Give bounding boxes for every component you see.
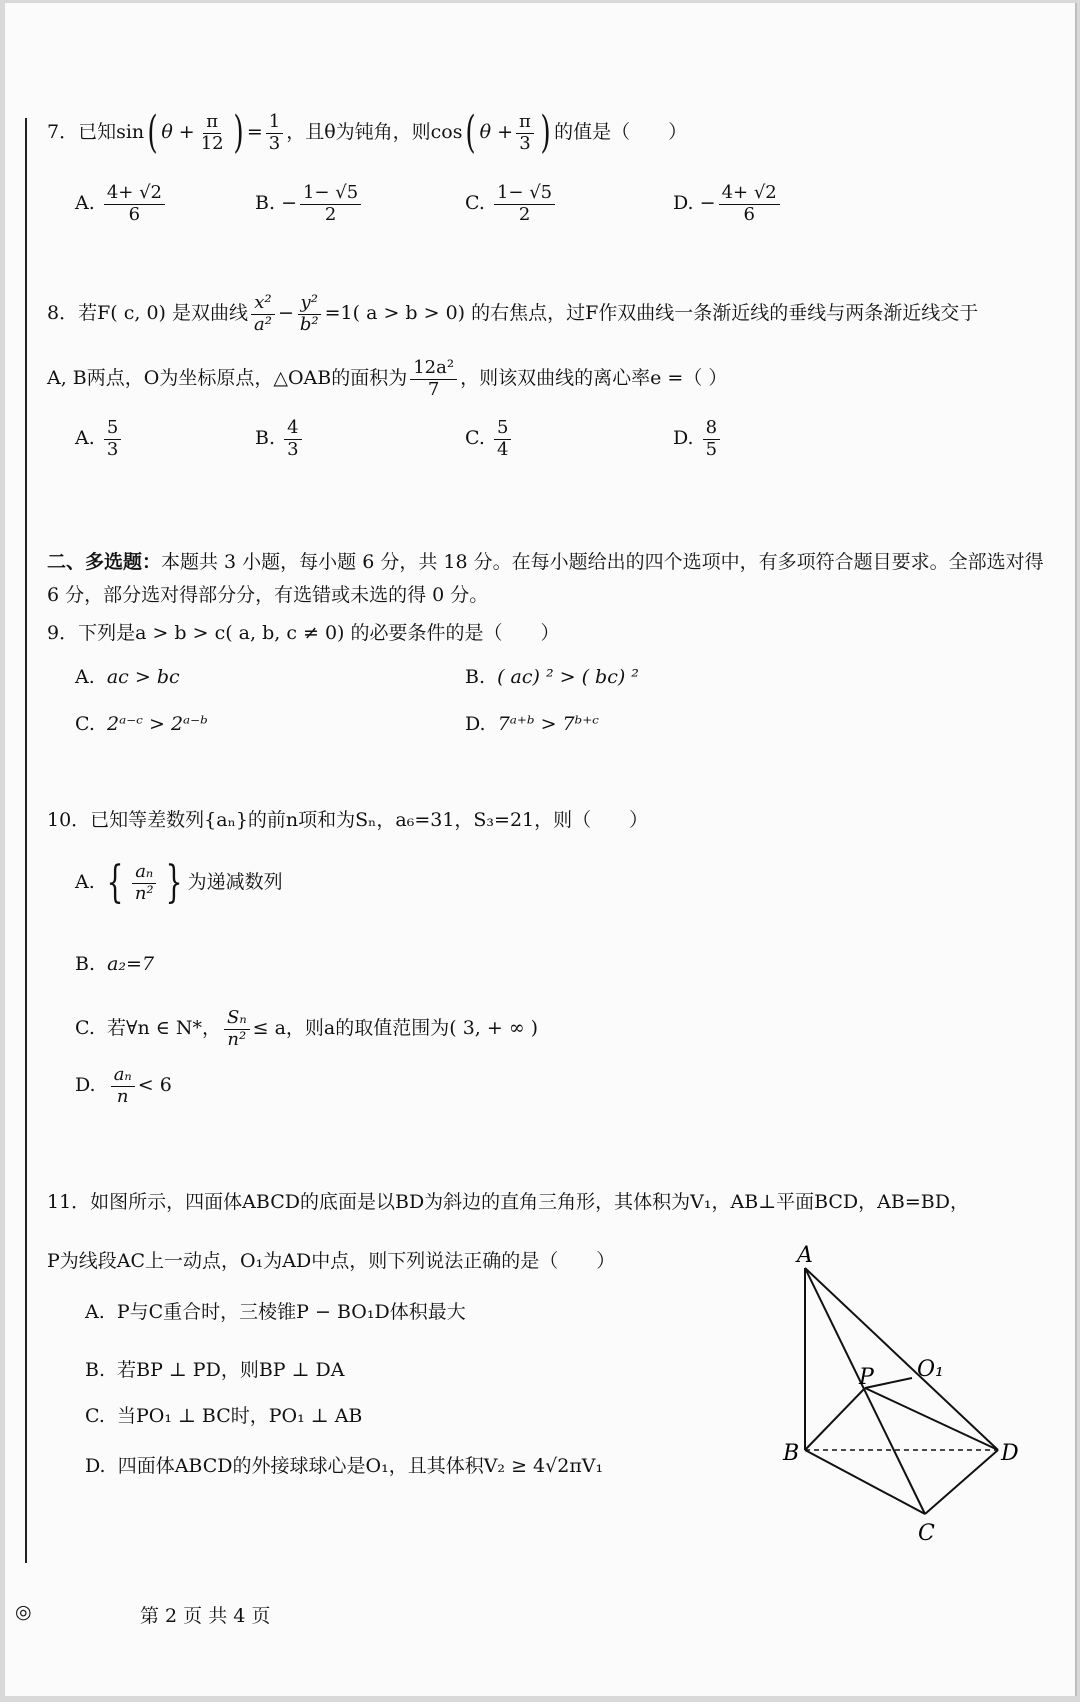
question-7-option-b: B. − $\frac{1- √5}{2}$ — [255, 183, 364, 225]
footer-page-number: 第 2 页 共 4 页 — [140, 1605, 271, 1627]
edge-ad — [805, 1268, 998, 1450]
label-P: P — [859, 1365, 874, 1390]
footer-mark: ◎ — [15, 1601, 32, 1623]
question-9-option-b: B. ( ac) ² > ( bc) ² — [465, 666, 639, 688]
question-11-line-2: P为线段AC上一动点，O₁为AD中点，则下列说法正确的是（ ） — [47, 1250, 616, 1272]
question-9-option-d: D. 7ᵃ⁺ᵇ > 7ᵇ⁺ᶜ — [465, 713, 599, 735]
label-O1: O₁ — [917, 1357, 944, 1382]
question-8-option-b: B. $\frac{4}{3}$ — [255, 418, 305, 460]
label-D: D — [1001, 1441, 1019, 1466]
question-7-stem: 7．已知sin( θ + $\frac{\pi}{12}$ ) = $\frac{1}{3}$ ，且θ为钝角，则cos( θ + $\frac{\pi}{3}$ ) 的值是（ ） — [47, 107, 688, 158]
label-A: A — [797, 1243, 813, 1268]
segment-pd — [865, 1388, 998, 1450]
question-8-option-a: A. $\frac{5}{3}$ — [75, 418, 124, 460]
question-11-line-1: 11．如图所示，四面体ABCD的底面是以BD为斜边的直角三角形，其体积为V₁，AB⊥平面BCD，AB=BD， — [47, 1191, 969, 1213]
exam-page — [5, 3, 1077, 1696]
section-2-instructions — [47, 546, 1057, 612]
question-8-line-2: A, B两点，O为坐标原点，△OAB的面积为 $\frac{\text{12a²}}{7}$ ，则该双曲线的离心率e =（ ） — [47, 357, 728, 400]
question-8-option-c: C. $\frac{5}{4}$ — [465, 418, 514, 460]
question-10-option-c: C. 若∀n ∈ N*， $\frac{\text{Sₙ}}{\text{n²}}$ ≤ a，则a的取值范围为( 3, + ∞ ) — [75, 1007, 539, 1050]
question-7-option-d: D. − $\frac{4+ √2}{6}$ — [673, 183, 783, 225]
label-B: B — [783, 1441, 800, 1466]
binding-margin-line — [25, 118, 27, 1563]
segment-bp — [805, 1388, 865, 1450]
edge-cd — [925, 1450, 998, 1514]
tetrahedron-figure — [775, 1238, 1045, 1548]
edge-ac — [805, 1268, 925, 1514]
section-2-text: 本题共 3 小题，每小题 6 分，共 18 分。在每小题给出的四个选项中，有多项符合题目要求。全部选对得 6 分，部分选对得部分分，有选错或未选的得 0 分。 — [47, 551, 1044, 606]
question-10-option-b: B. a₂=7 — [75, 953, 155, 975]
question-9-option-c: C. 2ᵃ⁻ᶜ > 2ᵃ⁻ᵇ — [75, 713, 208, 735]
question-11-option-c: C. 当PO₁ ⊥ BC时，PO₁ ⊥ AB — [85, 1405, 363, 1427]
question-11-option-b: B. 若BP ⊥ PD，则BP ⊥ DA — [85, 1359, 345, 1381]
question-11-option-d: D. 四面体ABCD的外接球球心是O₁，且其体积V₂ ≥ 4√2πV₁ — [85, 1455, 604, 1477]
question-8-option-d: D. $\frac{8}{5}$ — [673, 418, 723, 460]
question-7-option-a: A. $\frac{4+ √2}{6}$ — [75, 183, 168, 225]
question-7-option-c: C. $\frac{1- √5}{2}$ — [465, 183, 558, 225]
label-C: C — [918, 1521, 935, 1546]
question-10-stem: 10．已知等差数列{aₙ}的前n项和为Sₙ，a₆=31，S₃=21，则（ ） — [47, 809, 649, 831]
question-9-stem: 9．下列是a > b > c( a, b, c ≠ 0) 的必要条件的是（ ） — [47, 622, 560, 644]
question-10-option-d: D. $\frac{\text{aₙ}}{n}$ < 6 — [75, 1064, 172, 1107]
section-2-title: 二、多选题： — [47, 551, 162, 573]
question-11-option-a: A. P与C重合时，三棱锥P − BO₁D体积最大 — [85, 1301, 466, 1323]
question-10-option-a: A. { $\frac{\text{aₙ}}{\text{n²}}$ } 为递减数列 — [75, 857, 283, 908]
question-8-line-1: 8．若F( c, 0) 是双曲线 $\frac{\text{x²}}{\text{a²}}$ − $\frac{\text{y²}}{\text{b²}}$ =1( a > b > 0) 的右焦点，过F作双曲线一条渐近线的垂线与两条渐近线交于 — [47, 292, 979, 335]
question-9-option-a: A. ac > bc — [75, 666, 180, 688]
edge-bc — [805, 1450, 925, 1514]
